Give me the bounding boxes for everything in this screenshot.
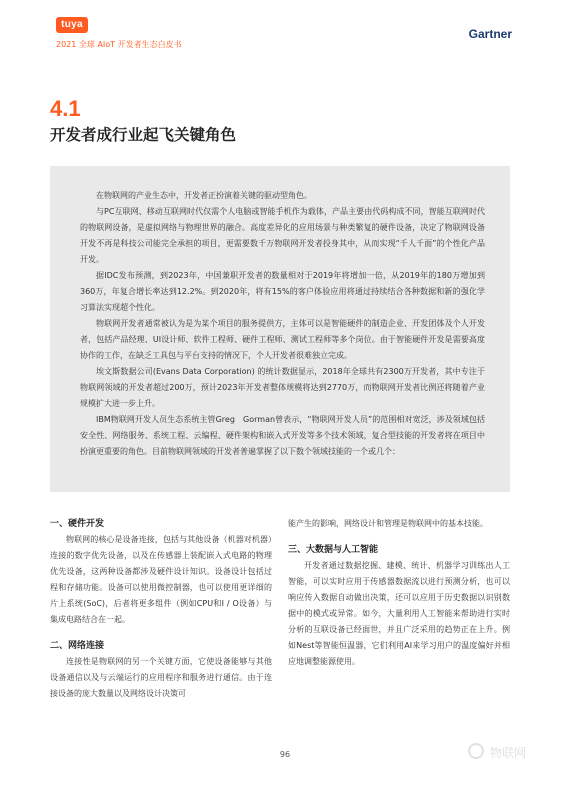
- heading-ai: 三、大数据与人工智能: [288, 545, 379, 555]
- page-number: 96: [279, 750, 291, 759]
- intro-box: [50, 166, 510, 492]
- watermark-text: 物联网: [490, 746, 527, 760]
- heading-network: 二、网络连接: [50, 641, 105, 651]
- intro-paragraph: IBM物联网开发人员生态系统主管Greg Gorman曾表示，“物联网开发人员”的范围相对宽泛，涉及领域包括安全性、网络服务、系统工程、云编程、硬件架构和嵌入式开发等多个技术领域，复合型技能的开发者将在项目中扮演更重要的角色。目前物联网领域的开发者普遍掌握了以下数个领域技能的一个或几个：: [80, 415, 485, 456]
- network-text-continued: 能产生的影响，网络设计和管理是物联网中的基本技能。: [288, 519, 488, 528]
- heading-hardware: 一、硬件开发: [50, 519, 105, 529]
- intro-paragraph: 与PC互联网、移动互联网时代仅需个人电脑或智能手机作为载体，产品主要由代码构成不同，智能互联网时代的物联网设备，是虚拟网络与物理世界的融合。高度差异化的应用场景与种类繁复的硬件设备，决定了物联网设备开发不再是科技公司能完全承担的项目，更需要数千万物联网开发者投身其中，从而实现“千人千面”的个性化产品开发。: [80, 207, 485, 264]
- intro-paragraph: 在物联网的产业生态中，开发者正扮演着关键的驱动型角色。: [96, 191, 312, 200]
- section-number: 4.1: [50, 96, 81, 121]
- ai-text: 开发者通过数据挖掘、建模、统计、机器学习训练出人工智能，可以实时应用于传感器数据流以进行预测分析，也可以响应传入数据自动做出决策，还可以应用于历史数据以识别数据中的模式或异常。如今，大量利用人工智能来帮助进行实时分析的互联设备已经面世，并且广泛采用的趋势正在上升。例如Nest等智能恒温器，它们利用AI来学习用户的温度偏好并相应地调整能源使用。: [288, 561, 510, 666]
- section-title: 开发者成行业起飞关键角色: [50, 126, 237, 144]
- intro-paragraph: 据IDC发布预测，到2023年，中国兼职开发者的数量相对于2019年将增加一倍，从2019年的180万增加到360万，年复合增长率达到12.2%。到2020年，将有15%的客户体验应用将通过持续结合各种数据和新的强化学习算法实现超个性化。: [80, 271, 485, 312]
- intro-paragraph: 埃文斯数据公司(Evans Data Corporation) 的统计数据显示，2018年全球共有2300万开发者，其中专注于物联网领域的开发者超过200万，预计2023年开发者整体规模将达到2770万，而物联网开发者比例还将随着产业规模扩大进一步上升。: [80, 367, 485, 408]
- gartner-logo: Gartner: [468, 27, 512, 41]
- watermark-icon: [468, 743, 484, 759]
- tuya-logo: tuya: [56, 17, 88, 33]
- hardware-text: 物联网的核心是设备连接，包括与其他设备（机器对机器）连接的数字优先设备，以及在传感器上装配嵌入式电路的物理优先设备，这两种设备都涉及硬件设计知识。设备设计包括过程和存储功能。设备可以使用微控制器，也可以使用更详细的片上系统(SoC)，后者将更多组件（例如CPU和I / O设备）与集成电路结合在一起。: [50, 535, 272, 624]
- network-text: 连接性是物联网的另一个关键方面，它使设备能够与其他设备通信以及与云端运行的应用程序和服务进行通信。由于连接设备的庞大数量以及网络设计决策可: [50, 657, 272, 698]
- report-subtitle: 2021 全球 AIoT 开发者生态白皮书: [56, 40, 182, 49]
- right-column: [288, 516, 510, 670]
- intro-paragraph: 物联网开发者通常被认为是为某个项目的服务提供方，主体可以是智能硬件的制造企业、开发团体及个人开发者，包括产品经理、UI设计师、软件工程师、硬件工程师、测试工程师等多个岗位。由于智能硬件开发是需要高度协作的工作，在缺乏工具包与平台支持的情况下，个人开发者很难独立完成。: [80, 319, 485, 360]
- watermark: [468, 738, 558, 766]
- left-column: [50, 516, 272, 702]
